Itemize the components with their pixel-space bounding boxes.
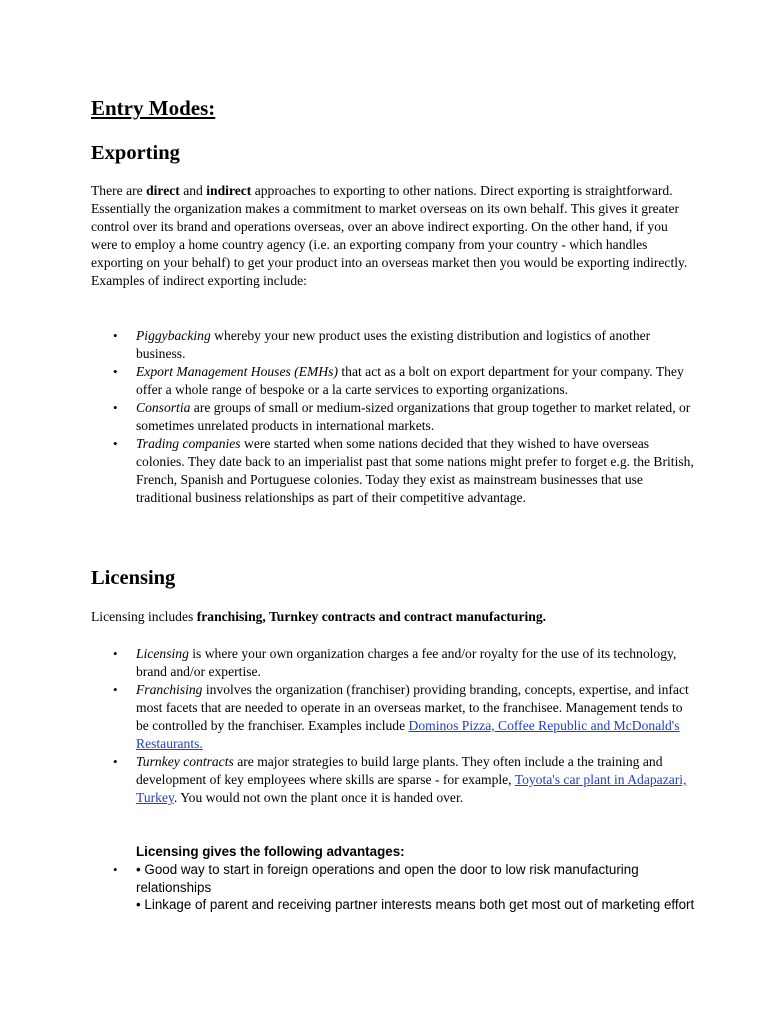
bullet-icon: • [113,436,118,451]
advantages-list [91,861,696,914]
bullet-icon: • [113,364,118,379]
section-heading-exporting: Exporting [91,142,180,164]
page-title: Entry Modes: [91,96,216,120]
bold-term-direct: direct [146,183,180,198]
list-item [91,753,696,807]
item-text: . You would not own the plant once it is handed over. [173,790,464,805]
item-term: Turnkey contracts [136,754,234,769]
bullet-icon: • [113,862,118,877]
item-text: whereby your new product uses the existing distribution and logistics of another business. [136,328,651,361]
text-run: There are [91,183,147,198]
list-item [91,327,696,363]
text-run: Licensing includes [91,609,197,624]
bold-term-indirect: indirect [206,183,252,198]
exporting-list [91,327,696,507]
list-item [91,645,696,681]
item-text: are major strategies to build large plants. They often include a the training and development of key employees where skills are sparse - for example, [136,754,663,787]
text-run: and [179,183,207,198]
item-term: Consortia [136,400,191,415]
exporting-intro-paragraph [91,182,691,290]
advantages-heading: Licensing gives the following advantages: [136,844,405,859]
bullet-icon: • [113,754,118,769]
list-item [91,363,696,399]
licensing-intro-paragraph [91,608,691,626]
advantage-text: • Linkage of parent and receiving partner interests means both get most out of marketing effort [136,897,695,912]
item-text: are groups of small or medium-sized organizations that group together to market related, or sometimes unrelated products in international markets. [136,400,691,433]
section-heading-licensing: Licensing [91,567,176,589]
text-run: approaches to exporting to other nations. Direct exporting is straightforward. Essentially the organization makes a commitment to market overseas on its own behalf. This gives it greater control over its brand and operations overseas, over an above indirect exporting. On the other hand, if you were to employ a home country agency (i.e. an exporting company from your country - which handles exporting on your behalf) to get your product into an overseas market then you would be exporting indirectly. Examples of indirect exporting include: [91,183,688,288]
item-term: Export Management Houses (EMHs) [136,364,338,379]
item-text: that act as a bolt on export department for your company. They offer a whole range of bespoke or a la carte services to exporting organizations. [136,364,684,397]
toyota-plant-link[interactable]: Toyota's car plant in Adapazari, Turkey [136,772,687,805]
item-term: Trading companies [136,436,241,451]
item-term: Franchising [136,682,203,697]
franchise-examples-link[interactable]: Dominos Pizza, Coffee Republic and McDonald's Restaurants. [136,718,680,751]
item-text: were started when some nations decided that they wished to have overseas colonies. They date back to an imperialist past that some nations might prefer to forget e.g. the British, French, Spanish and Portuguese colonies. Today they exist as mainstream businesses that use traditional business relationships as part of their competitive advantage. [136,436,694,505]
bullet-icon: • [113,646,118,661]
item-term: Piggybacking [136,328,211,343]
bold-licensing-types: franchising, Turnkey contracts and contract manufacturing. [196,609,547,624]
list-item [91,861,696,914]
item-text: involves the organization (franchiser) providing branding, concepts, expertise, and infact most facets that are needed to operate in an overseas market, to the franchisee. Management tends to be controlled by the franchiser. Examples include [136,682,689,733]
item-text: is where your own organization charges a fee and/or royalty for the use of its technology, brand and/or expertise. [136,646,677,679]
item-term: Licensing [136,646,189,661]
bullet-icon: • [113,328,118,343]
licensing-list [91,645,696,807]
list-item [91,681,696,753]
advantage-text: • Good way to start in foreign operations and open the door to low risk manufacturing relationships [136,862,639,895]
bullet-icon: • [113,682,118,697]
bullet-icon: • [113,400,118,415]
list-item [91,435,696,507]
list-item [91,399,696,435]
